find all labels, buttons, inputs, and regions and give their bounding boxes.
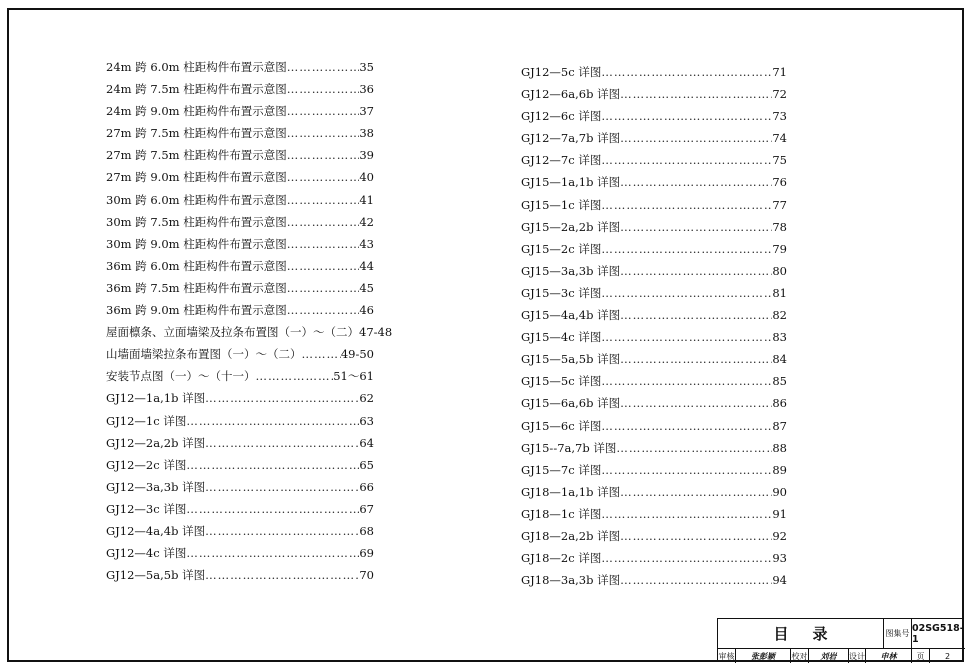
toc-entry-title: GJ12—2a,2b 详图 xyxy=(106,435,206,450)
toc-entry xyxy=(521,282,787,304)
dot-leader xyxy=(186,542,359,564)
toc-entry-page: 41 xyxy=(359,192,374,207)
toc-entry-title: GJ18—2c 详图 xyxy=(521,551,602,566)
toc-entry-title: GJ15—2c 详图 xyxy=(521,241,602,256)
toc-entry-page: 70 xyxy=(359,568,374,583)
toc-entry-page: 67 xyxy=(359,501,374,516)
toc-entry-title: GJ15—1a,1b 详图 xyxy=(521,175,621,190)
check-label: 校对 xyxy=(791,649,809,663)
toc-entry-title: GJ12—5a,5b 详图 xyxy=(106,568,206,583)
toc-entry-page: 44 xyxy=(359,258,374,273)
atlas-number-label: 图集号 xyxy=(884,619,912,649)
toc-entry xyxy=(106,410,374,432)
toc-entry-title: 27m 跨 7.5m 柱距构件布置示意图 xyxy=(106,126,287,141)
toc-entry-title: GJ12—3a,3b 详图 xyxy=(106,479,206,494)
dot-leader xyxy=(205,432,359,454)
toc-entry xyxy=(521,260,787,282)
toc-entry xyxy=(106,432,374,454)
toc-entry xyxy=(106,387,374,409)
toc-entry-title: GJ15—4a,4b 详图 xyxy=(521,308,621,323)
toc-entry-title: GJ15—5c 详图 xyxy=(521,374,602,389)
toc-entry-title: GJ12—3c 详图 xyxy=(106,501,187,516)
toc-entry-title: GJ12—2c 详图 xyxy=(106,457,187,472)
dot-leader xyxy=(620,83,772,105)
toc-entry-title: GJ15—1c 详图 xyxy=(521,197,602,212)
toc-entry-title: 30m 跨 6.0m 柱距构件布置示意图 xyxy=(106,192,287,207)
toc-entry-page: 77 xyxy=(772,197,787,212)
toc-entry-title: 30m 跨 9.0m 柱距构件布置示意图 xyxy=(106,236,287,251)
toc-entry xyxy=(521,61,787,83)
toc-entry xyxy=(521,105,787,127)
dot-leader xyxy=(205,387,359,409)
page-number: 2 xyxy=(944,651,951,661)
toc-entry xyxy=(521,83,787,105)
toc-entry xyxy=(106,277,374,299)
toc-entry-title: GJ18—3a,3b 详图 xyxy=(521,573,621,588)
dot-leader xyxy=(601,282,772,304)
check-signature: 刘岩 xyxy=(809,649,849,663)
toc-entry xyxy=(106,343,374,365)
dot-leader xyxy=(287,78,360,100)
toc-entry-page: 86 xyxy=(772,396,787,411)
toc-entry xyxy=(521,326,787,348)
toc-entry-title: GJ12—4a,4b 详图 xyxy=(106,523,206,538)
toc-entry xyxy=(521,127,787,149)
dot-leader xyxy=(601,194,772,216)
dot-leader xyxy=(616,437,772,459)
dot-leader xyxy=(287,255,360,277)
dot-leader xyxy=(601,105,772,127)
toc-entry xyxy=(106,564,374,586)
toc-entry-page: 39 xyxy=(359,148,374,163)
toc-entry xyxy=(521,304,787,326)
design-signature: 申林 xyxy=(866,649,912,663)
toc-entry-title: GJ18—1c 详图 xyxy=(521,506,602,521)
toc-entry-page: 43 xyxy=(359,236,374,251)
toc-entry xyxy=(521,481,787,503)
toc-entry-page: 80 xyxy=(772,263,787,278)
toc-entry-title: GJ15—5a,5b 详图 xyxy=(521,352,621,367)
dot-leader xyxy=(601,149,772,171)
dot-leader xyxy=(601,415,772,437)
page-label: 页 xyxy=(912,649,930,663)
toc-entry-title: GJ12—7a,7b 详图 xyxy=(521,131,621,146)
toc-entry-title: 山墙面墙梁拉条布置图（一）～（二） xyxy=(106,347,302,362)
dot-leader xyxy=(287,100,360,122)
toc-entry-page: 42 xyxy=(359,214,374,229)
toc-entry-page: 88 xyxy=(772,440,787,455)
toc-entry-title: GJ15—4c 详图 xyxy=(521,330,602,345)
toc-entry xyxy=(106,299,374,321)
toc-entry-title: 24m 跨 9.0m 柱距构件布置示意图 xyxy=(106,104,287,119)
toc-entry-page: 94 xyxy=(772,573,787,588)
dot-leader xyxy=(620,481,772,503)
toc-entry-title: GJ15--7a,7b 详图 xyxy=(521,440,617,455)
toc-entry-page: 49-50 xyxy=(340,347,374,362)
toc-entry xyxy=(521,216,787,238)
dot-leader xyxy=(287,299,360,321)
toc-right-column xyxy=(521,61,787,591)
toc-entry-page: 68 xyxy=(359,523,374,538)
toc-entry-title: 30m 跨 7.5m 柱距构件布置示意图 xyxy=(106,214,287,229)
dot-leader xyxy=(205,520,359,542)
toc-entry-page: 85 xyxy=(772,374,787,389)
dot-leader xyxy=(601,459,772,481)
toc-entry-page: 87 xyxy=(772,418,787,433)
dot-leader xyxy=(256,365,334,387)
dot-leader xyxy=(620,348,772,370)
dot-leader xyxy=(601,503,772,525)
toc-entry xyxy=(521,547,787,569)
toc-entry-title: GJ12—1a,1b 详图 xyxy=(106,391,206,406)
document-title: 目录 xyxy=(718,619,884,649)
toc-left-column xyxy=(106,56,393,586)
toc-entry-page: 93 xyxy=(772,551,787,566)
toc-entry xyxy=(106,454,374,476)
toc-entry-page: 40 xyxy=(359,170,374,185)
toc-entry-page: 37 xyxy=(359,104,374,119)
toc-entry xyxy=(521,370,787,392)
toc-entry-page: 84 xyxy=(772,352,787,367)
toc-entry xyxy=(106,78,374,100)
atlas-number: 02SG518-1 xyxy=(912,619,965,649)
toc-entry-title: 安装节点图（一）～（十一） xyxy=(106,369,256,384)
toc-entry-title: 24m 跨 7.5m 柱距构件布置示意图 xyxy=(106,82,287,97)
toc-entry-page: 81 xyxy=(772,285,787,300)
toc-entry-page: 74 xyxy=(772,131,787,146)
dot-leader xyxy=(601,238,772,260)
toc-entry-title: 36m 跨 7.5m 柱距构件布置示意图 xyxy=(106,280,287,295)
toc-entry xyxy=(521,194,787,216)
toc-entry-title: 27m 跨 9.0m 柱距构件布置示意图 xyxy=(106,170,287,185)
toc-entry xyxy=(106,255,374,277)
toc-entry-title: GJ12—4c 详图 xyxy=(106,546,187,561)
toc-entry-page: 45 xyxy=(359,280,374,295)
toc-entry-title: 36m 跨 9.0m 柱距构件布置示意图 xyxy=(106,303,287,318)
toc-entry-page: 83 xyxy=(772,330,787,345)
toc-entry-page: 92 xyxy=(772,528,787,543)
dot-leader xyxy=(186,410,359,432)
toc-entry-page: 79 xyxy=(772,241,787,256)
toc-entry xyxy=(106,233,374,255)
toc-entry-page: 76 xyxy=(772,175,787,190)
toc-entry-title: 24m 跨 6.0m 柱距构件布置示意图 xyxy=(106,60,287,74)
dot-leader xyxy=(620,127,772,149)
dot-leader xyxy=(601,61,772,83)
dot-leader xyxy=(620,525,772,547)
dot-leader xyxy=(620,260,772,282)
toc-entry-page: 38 xyxy=(359,126,374,141)
toc-entry xyxy=(521,525,787,547)
toc-entry xyxy=(106,476,374,498)
toc-entry xyxy=(106,321,393,343)
title-block xyxy=(717,618,964,662)
toc-entry xyxy=(521,171,787,193)
toc-entry xyxy=(521,459,787,481)
toc-entry-page: 64 xyxy=(359,435,374,450)
toc-entry xyxy=(521,415,787,437)
dot-leader xyxy=(601,370,772,392)
dot-leader xyxy=(601,326,772,348)
toc-entry xyxy=(521,149,787,171)
toc-entry-title: GJ12—1c 详图 xyxy=(106,413,187,428)
dot-leader xyxy=(287,277,360,299)
dot-leader xyxy=(205,564,359,586)
toc-entry xyxy=(106,166,374,188)
toc-entry-title: GJ12—6c 详图 xyxy=(521,109,602,124)
toc-entry-page: 72 xyxy=(772,87,787,102)
toc-entry-title: GJ15—2a,2b 详图 xyxy=(521,219,621,234)
toc-entry-page: 51～61 xyxy=(333,369,374,384)
toc-entry-title: GJ12—5c 详图 xyxy=(521,65,602,79)
toc-entry-page: 65 xyxy=(359,457,374,472)
toc-entry-title: 27m 跨 7.5m 柱距构件布置示意图 xyxy=(106,148,287,163)
toc-entry-title: GJ15—3a,3b 详图 xyxy=(521,263,621,278)
dot-leader xyxy=(302,343,341,365)
toc-entry-page: 78 xyxy=(772,219,787,234)
toc-entry-page: 47-48 xyxy=(359,325,393,340)
toc-entry-page: 91 xyxy=(772,506,787,521)
review-label: 审核 xyxy=(718,649,736,663)
toc-entry xyxy=(521,392,787,414)
toc-entry xyxy=(106,122,374,144)
toc-entry xyxy=(106,56,374,78)
toc-entry-page: 75 xyxy=(772,153,787,168)
dot-leader xyxy=(620,216,772,238)
toc-entry-page: 71 xyxy=(772,65,787,79)
toc-entry xyxy=(106,100,374,122)
dot-leader xyxy=(287,166,360,188)
dot-leader xyxy=(601,547,772,569)
toc-entry xyxy=(521,437,787,459)
dot-leader xyxy=(287,122,360,144)
toc-entry xyxy=(521,503,787,525)
dot-leader xyxy=(620,392,772,414)
dot-leader xyxy=(186,498,359,520)
toc-entry-page: 73 xyxy=(772,109,787,124)
toc-entry-title: GJ12—7c 详图 xyxy=(521,153,602,168)
dot-leader xyxy=(620,171,772,193)
toc-entry xyxy=(106,542,374,564)
toc-entry-title: GJ18—1a,1b 详图 xyxy=(521,484,621,499)
toc-entry-page: 89 xyxy=(772,462,787,477)
toc-entry xyxy=(106,144,374,166)
dot-leader xyxy=(205,476,359,498)
dot-leader xyxy=(287,211,360,233)
toc-entry xyxy=(106,520,374,542)
toc-entry xyxy=(521,238,787,260)
toc-entry-title: GJ12—6a,6b 详图 xyxy=(521,87,621,102)
toc-entry-page: 66 xyxy=(359,479,374,494)
toc-entry-title: GJ15—6c 详图 xyxy=(521,418,602,433)
toc-entry-page: 46 xyxy=(359,303,374,318)
dot-leader xyxy=(287,56,360,78)
toc-entry xyxy=(106,365,374,387)
toc-entry xyxy=(106,189,374,211)
toc-entry-page: 82 xyxy=(772,308,787,323)
toc-entry-title: GJ18—2a,2b 详图 xyxy=(521,528,621,543)
toc-entry xyxy=(521,348,787,370)
toc-entry-page: 63 xyxy=(359,413,374,428)
design-label: 设计 xyxy=(849,649,866,663)
dot-leader xyxy=(186,454,359,476)
toc-entry-title: GJ15—3c 详图 xyxy=(521,285,602,300)
toc-entry xyxy=(521,569,787,591)
toc-entry-title: 屋面檩条、立面墙梁及拉条布置图（一）～（二） xyxy=(106,325,359,340)
toc-entry-page: 90 xyxy=(772,484,787,499)
toc-entry-title: 36m 跨 6.0m 柱距构件布置示意图 xyxy=(106,258,287,273)
toc-entry-page: 35 xyxy=(359,60,374,74)
toc-entry-page: 36 xyxy=(359,82,374,97)
toc-entry-page: 62 xyxy=(359,391,374,406)
dot-leader xyxy=(620,569,772,591)
dot-leader xyxy=(620,304,772,326)
dot-leader xyxy=(287,233,360,255)
toc-entry-title: GJ15—6a,6b 详图 xyxy=(521,396,621,411)
dot-leader xyxy=(287,144,360,166)
toc-entry-page: 69 xyxy=(359,546,374,561)
toc-entry-title: GJ15—7c 详图 xyxy=(521,462,602,477)
dot-leader xyxy=(287,189,360,211)
toc-entry xyxy=(106,211,374,233)
review-signature: 张彭颖 xyxy=(736,649,791,663)
toc-entry xyxy=(106,498,374,520)
